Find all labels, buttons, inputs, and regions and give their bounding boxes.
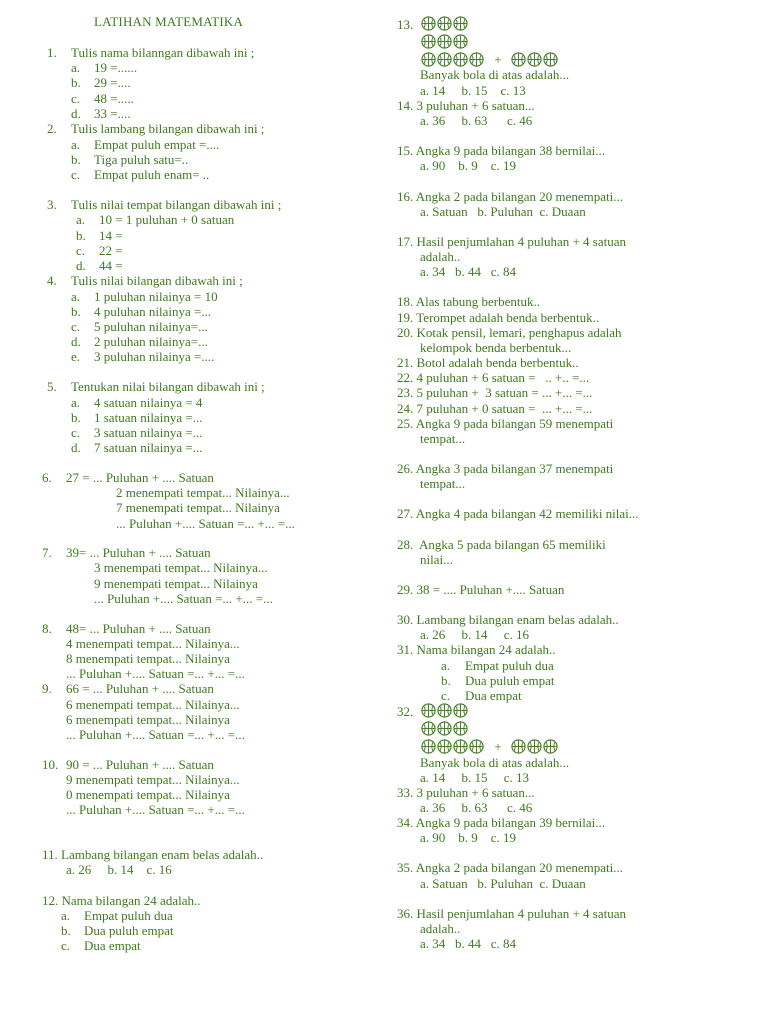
- q3-item-d: 44 =: [99, 258, 123, 273]
- q4-item-e: 3 puluhan nilainya =....: [94, 349, 215, 364]
- q6-line-2: 2 menempati tempat... Nilainya...: [116, 485, 290, 500]
- q31-item-c: Dua empat: [465, 688, 522, 703]
- q16-options: a. Satuan b. Puluhan c. Duaan: [420, 204, 586, 219]
- q12-letter-b: b.: [61, 923, 71, 938]
- q3-letter-d: d.: [76, 258, 86, 273]
- q32-options: a. 14 b. 15 c. 13: [420, 770, 530, 785]
- q1-item-c: 48 =.....: [94, 91, 134, 106]
- q3-item-b: 14 =: [99, 228, 123, 243]
- basketball-icon: [437, 721, 452, 736]
- basketball-icon: [469, 52, 484, 67]
- q8-line-4: ... Puluhan +.... Satuan =... +... =...: [66, 666, 245, 681]
- q32-plus-sign: +: [494, 739, 502, 754]
- basketball-icon: [437, 34, 452, 49]
- q28-text: 28. Angka 5 pada bilangan 65 memiliki: [397, 537, 606, 552]
- q21-text: 21. Botol adalah benda berbentuk..: [397, 355, 579, 370]
- q31-letter-c: c.: [441, 688, 451, 703]
- q4-item-c: 5 puluhan nilainya=...: [94, 319, 208, 334]
- q35-options: a. Satuan b. Puluhan c. Duaan: [420, 876, 586, 891]
- q15-text: 15. Angka 9 pada bilangan 38 bernilai...: [397, 143, 605, 158]
- q13-options: a. 14 b. 15 c. 13: [420, 83, 526, 98]
- basketball-icon: [511, 52, 526, 67]
- q26-text: 26. Angka 3 pada bilangan 37 menempati: [397, 461, 614, 476]
- q35-text: 35. Angka 2 pada bilangan 20 menempati...: [397, 860, 624, 875]
- q13-ball-row-2: [421, 34, 469, 49]
- basketball-icon: [453, 34, 468, 49]
- q27-text: 27. Angka 4 pada bilangan 42 memiliki nilai...: [397, 506, 639, 521]
- basketball-icon: [469, 739, 484, 754]
- q8-line-3: 8 menempati tempat... Nilainya: [66, 651, 230, 666]
- q3-item-c: 22 =: [99, 243, 123, 258]
- q4-item-b: 4 puluhan nilainya =...: [94, 304, 212, 319]
- basketball-icon: [437, 52, 452, 67]
- q14-options: a. 36 b. 63 c. 46: [420, 113, 533, 128]
- basketball-icon: [527, 739, 542, 754]
- q4-item-a: 1 puluhan nilainya = 10: [94, 289, 218, 304]
- q30-options: a. 26 b. 14 c. 16: [420, 627, 530, 642]
- basketball-icon: [453, 739, 468, 754]
- q31-item-b: Dua puluh empat: [465, 673, 555, 688]
- q10-number: 10.: [42, 757, 59, 772]
- basketball-icon: [421, 52, 436, 67]
- q5-letter-c: c.: [71, 425, 81, 440]
- q2-item-b: Tiga puluh satu=..: [94, 152, 189, 167]
- basketball-icon: [453, 16, 468, 31]
- q3-letter-a: a.: [76, 212, 86, 227]
- q6-line-4: ... Puluhan +.... Satuan =... +... =...: [116, 516, 295, 531]
- q5-letter-d: d.: [71, 440, 81, 455]
- q2-number: 2.: [47, 121, 57, 136]
- q6-line-3: 7 menempati tempat... Nilainya: [116, 500, 280, 515]
- q6-number: 6.: [42, 470, 52, 485]
- q1-number: 1.: [47, 45, 57, 60]
- q2-letter-a: a.: [71, 137, 81, 152]
- q30-text: 30. Lambang bilangan enam belas adalah..: [397, 612, 619, 627]
- q24-text: 24. 7 puluhan + 0 satuan = ... +... =...: [397, 401, 593, 416]
- q31-item-a: Empat puluh dua: [465, 658, 554, 673]
- q17-text: 17. Hasil penjumlahan 4 puluhan + 4 satuan: [397, 234, 627, 249]
- q9-line-4: ... Puluhan +.... Satuan =... +... =...: [66, 727, 245, 742]
- q22-text: 22. 4 puluhan + 6 satuan = .. +.. =...: [397, 370, 590, 385]
- q31-text: 31. Nama bilangan 24 adalah..: [397, 642, 556, 657]
- q12-item-a: Empat puluh dua: [84, 908, 173, 923]
- q2-item-c: Empat puluh enam= ..: [94, 167, 210, 182]
- q29-text: 29. 38 = .... Puluhan +.... Satuan: [397, 582, 565, 597]
- q10-line-1: 90 = ... Puluhan + .... Satuan: [66, 757, 214, 772]
- q36-options: a. 34 b. 44 c. 84: [420, 936, 517, 951]
- q7-line-1: 39= ... Puluhan + .... Satuan: [66, 545, 211, 560]
- q10-line-3: 0 menempati tempat... Nilainya: [66, 787, 230, 802]
- q28-continuation: nilai...: [420, 552, 453, 567]
- q5-item-a: 4 satuan nilainya = 4: [94, 395, 203, 410]
- q5-text: Tentukan nilai bilangan dibawah ini ;: [71, 379, 265, 394]
- q7-line-2: 3 menempati tempat... Nilainya...: [94, 560, 268, 575]
- q13-plus-sign: +: [494, 52, 502, 67]
- q10-line-4: ... Puluhan +.... Satuan =... +... =...: [66, 802, 245, 817]
- q1-letter-d: d.: [71, 106, 81, 121]
- q9-line-3: 6 menempati tempat... Nilainya: [66, 712, 230, 727]
- basketball-icon: [453, 703, 468, 718]
- basketball-icon: [421, 16, 436, 31]
- q11-text: 11. Lambang bilangan enam belas adalah..: [42, 847, 264, 862]
- q33-text: 33. 3 puluhan + 6 satuan...: [397, 785, 535, 800]
- q4-letter-e: e.: [71, 349, 81, 364]
- q7-number: 7.: [42, 545, 52, 560]
- q7-line-4: ... Puluhan +.... Satuan =... +... =...: [94, 591, 273, 606]
- q10-line-2: 9 menempati tempat... Nilainya...: [66, 772, 240, 787]
- q4-letter-d: d.: [71, 334, 81, 349]
- q32-number: 32.: [397, 704, 414, 719]
- q31-letter-b: b.: [441, 673, 451, 688]
- q17-options: a. 34 b. 44 c. 84: [420, 264, 517, 279]
- q4-number: 4.: [47, 273, 57, 288]
- q34-options: a. 90 b. 9 c. 19: [420, 830, 517, 845]
- basketball-icon: [527, 52, 542, 67]
- q25-continuation: tempat...: [420, 431, 466, 446]
- q12-item-b: Dua puluh empat: [84, 923, 174, 938]
- q12-letter-c: c.: [61, 938, 71, 953]
- basketball-icon: [543, 52, 558, 67]
- q25-text: 25. Angka 9 pada bilangan 59 menempati: [397, 416, 614, 431]
- q3-letter-c: c.: [76, 243, 86, 258]
- q4-letter-c: c.: [71, 319, 81, 334]
- basketball-icon: [543, 739, 558, 754]
- q2-text: Tulis lambang bilangan dibawah ini ;: [71, 121, 265, 136]
- q36-text: 36. Hasil penjumlahan 4 puluhan + 4 satuan: [397, 906, 627, 921]
- q1-item-a: 19 =......: [94, 60, 138, 75]
- q12-letter-a: a.: [61, 908, 71, 923]
- q36-continuation: adalah..: [420, 921, 461, 936]
- basketball-icon: [421, 739, 436, 754]
- q4-letter-a: a.: [71, 289, 81, 304]
- q1-letter-a: a.: [71, 60, 81, 75]
- q33-options: a. 36 b. 63 c. 46: [420, 800, 533, 815]
- q32-ball-row-3: [421, 739, 559, 754]
- q31-letter-a: a.: [441, 658, 451, 673]
- q13-ball-row-3: [421, 52, 559, 67]
- q8-line-1: 48= ... Puluhan + .... Satuan: [66, 621, 211, 636]
- basketball-icon: [437, 703, 452, 718]
- q2-letter-c: c.: [71, 167, 81, 182]
- basketball-icon: [437, 739, 452, 754]
- q32-caption: Banyak bola di atas adalah...: [420, 755, 570, 770]
- q32-ball-row-2: [421, 721, 469, 736]
- basketball-icon: [437, 16, 452, 31]
- q12-text: 12. Nama bilangan 24 adalah..: [42, 893, 201, 908]
- q17-continuation: adalah..: [420, 249, 461, 264]
- q5-item-b: 1 satuan nilainya =...: [94, 410, 203, 425]
- q3-letter-b: b.: [76, 228, 86, 243]
- q6-line-1: 27 = ... Puluhan + .... Satuan: [66, 470, 214, 485]
- q2-letter-b: b.: [71, 152, 81, 167]
- basketball-icon: [421, 703, 436, 718]
- q3-text: Tulis nilai tempat bilangan dibawah ini ;: [71, 197, 282, 212]
- q8-number: 8.: [42, 621, 52, 636]
- q19-text: 19. Terompet adalah benda berbentuk..: [397, 310, 600, 325]
- basketball-icon: [511, 739, 526, 754]
- q3-item-a: 10 = 1 puluhan + 0 satuan: [99, 212, 235, 227]
- q1-letter-c: c.: [71, 91, 81, 106]
- q9-line-1: 66 = ... Puluhan + .... Satuan: [66, 681, 214, 696]
- q9-line-2: 6 menempati tempat... Nilainya...: [66, 697, 240, 712]
- q15-options: a. 90 b. 9 c. 19: [420, 158, 517, 173]
- q20-continuation: kelompok benda berbentuk...: [420, 340, 572, 355]
- q23-text: 23. 5 puluhan + 3 satuan = ... +... =...: [397, 385, 593, 400]
- q13-number: 13.: [397, 17, 414, 32]
- q1-letter-b: b.: [71, 75, 81, 90]
- basketball-icon: [421, 721, 436, 736]
- q11-options: a. 26 b. 14 c. 16: [66, 862, 172, 877]
- q5-letter-a: a.: [71, 395, 81, 410]
- q4-item-d: 2 puluhan nilainya=...: [94, 334, 208, 349]
- q14-text: 14. 3 puluhan + 6 satuan...: [397, 98, 535, 113]
- q3-number: 3.: [47, 197, 57, 212]
- q13-caption: Banyak bola di atas adalah...: [420, 67, 570, 82]
- q4-text: Tulis nilai bilangan dibawah ini ;: [71, 273, 243, 288]
- q5-letter-b: b.: [71, 410, 81, 425]
- q5-item-c: 3 satuan nilainya =...: [94, 425, 203, 440]
- q9-number: 9.: [42, 681, 52, 696]
- q7-line-3: 9 menempati tempat... Nilainya: [94, 576, 258, 591]
- q12-item-c: Dua empat: [84, 938, 141, 953]
- q32-ball-row-1: [421, 703, 469, 718]
- q34-text: 34. Angka 9 pada bilangan 39 bernilai...: [397, 815, 605, 830]
- q2-item-a: Empat puluh empat =....: [94, 137, 220, 152]
- q1-text: Tulis nama bilanngan dibawah ini ;: [71, 45, 255, 60]
- q5-item-d: 7 satuan nilainya =...: [94, 440, 203, 455]
- basketball-icon: [453, 721, 468, 736]
- q20-text: 20. Kotak pensil, lemari, penghapus adalah: [397, 325, 622, 340]
- q13-ball-row-1: [421, 16, 469, 31]
- q8-line-2: 4 menempati tempat... Nilainya...: [66, 636, 240, 651]
- q1-item-d: 33 =....: [94, 106, 131, 121]
- q4-letter-b: b.: [71, 304, 81, 319]
- q16-text: 16. Angka 2 pada bilangan 20 menempati...: [397, 189, 624, 204]
- basketball-icon: [421, 34, 436, 49]
- q5-number: 5.: [47, 379, 57, 394]
- basketball-icon: [453, 52, 468, 67]
- page-title: LATIHAN MATEMATIKA: [94, 14, 244, 29]
- q18-text: 18. Alas tabung berbentuk..: [397, 294, 540, 309]
- q1-item-b: 29 =....: [94, 75, 131, 90]
- q26-continuation: tempat...: [420, 476, 466, 491]
